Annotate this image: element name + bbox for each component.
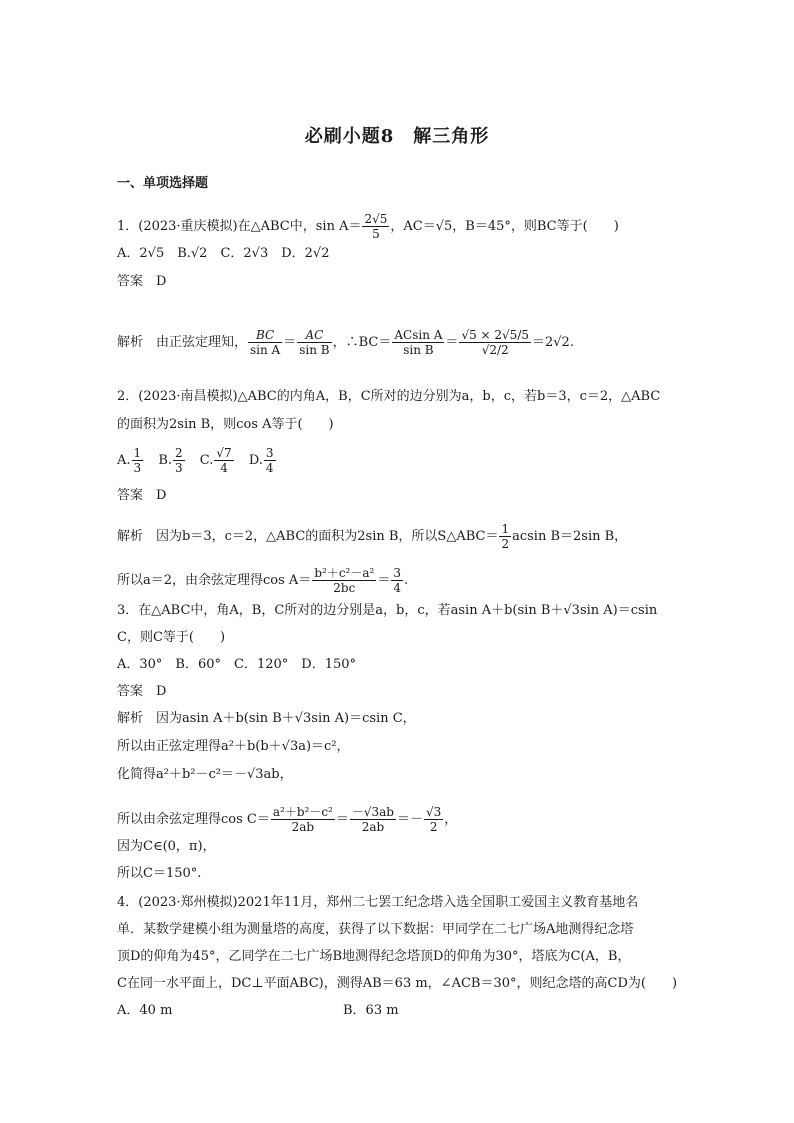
q3-a4-eq2: ＝－: [397, 812, 424, 827]
q4-option-b: B．63 m: [343, 1003, 399, 1018]
q2-opt-d-label: D.: [248, 453, 263, 468]
q3-a4-frac2: [350, 805, 396, 834]
q2-an2-eq: ＝: [377, 573, 391, 588]
q3-a4-f2-den: 2ab: [361, 820, 385, 834]
q3-analysis-4: [117, 805, 457, 834]
q3-a4-f3-num: √3: [426, 805, 442, 819]
q1-options: A．2√5 B.√2 C．2√3 D．2√2: [117, 246, 330, 261]
q1-therefore: ，∴BC＝: [332, 335, 392, 350]
q2-an2-num: b²＋c²－a²: [314, 566, 375, 580]
q2-option-d: [249, 446, 277, 475]
q1-stem: [117, 212, 619, 241]
q2-opt-a-frac: [132, 446, 144, 475]
q3-analysis-2: 所以由正弦定理得a²＋b(b＋√3a)＝c²，: [117, 739, 350, 754]
q2-opt-b-label: B.: [158, 453, 172, 468]
q1-frac-num: 2√5: [364, 212, 388, 226]
q2-an2-den: 2bc: [333, 581, 356, 595]
page-title: 必刷小题8 解三角形: [304, 126, 490, 147]
q3-a4-frac3: [424, 805, 443, 834]
q3-a4-f1-num: a²＋b²－c²: [272, 805, 333, 819]
q3-a4-frac1: [271, 805, 335, 834]
q1-frac-bc-den: sin A: [250, 343, 281, 357]
q2-opt-c-num: √7: [216, 446, 232, 460]
q2-analysis-1a: 解析 因为b＝3，c＝2，△ABC的面积为2sin B，所以S△ABC＝: [117, 529, 499, 544]
q3-a4-eq1: ＝: [335, 812, 349, 827]
q2-opt-c-den: 4: [220, 461, 228, 475]
q1-frac-den: 5: [372, 227, 380, 241]
q2-opt-c-frac: [214, 446, 233, 475]
q2-opt-a-den: 3: [133, 461, 142, 475]
q4-line2: 单．某数学建模小组为测量塔的高度，获得了以下数据：甲同学在二七广场A地测得纪念塔: [117, 922, 634, 937]
q1-eq: ＝: [283, 335, 297, 350]
q2-opt-d-den: 4: [265, 461, 274, 475]
q1-frac-3: [392, 328, 444, 357]
q1-frac-4-num: √5 × 2√5/5: [461, 328, 529, 342]
q1-stem-b: ，AC＝√5，B＝45°，则BC等于( ): [390, 219, 619, 234]
q1-frac-bc: [248, 328, 282, 357]
q2-opt-a-num: 1: [133, 446, 142, 460]
q3-analysis-1: 解析 因为asin A＋b(sin B＋√3sin A)＝csin C，: [117, 711, 416, 726]
q3-analysis-6: 所以C＝150°.: [117, 866, 202, 881]
q3-a4-f3-den: 2: [429, 820, 438, 834]
q1-frac-3-num: ACsin A: [394, 328, 443, 342]
q2-an3-den: 4: [393, 581, 401, 595]
q1-frac-bc-num: BC: [248, 328, 282, 343]
q2-opt-b-frac: [173, 446, 185, 475]
q2-answer: 答案 D: [117, 488, 167, 503]
q2-an2-frac: [312, 566, 376, 595]
q3-a4-end: ，: [444, 812, 458, 827]
section-heading: 一、单项选择题: [117, 176, 209, 191]
q1-frac-4-den: √2/2: [481, 343, 509, 357]
q2-stem-line1: 2．(2023·南昌模拟)△ABC的内角A，B，C所对的边分别为a，b，c，若b＝3，c＝2，△ABC: [117, 389, 661, 404]
q2-opt-a-label: A.: [117, 453, 131, 468]
q3-stem-line1: 3．在△ABC中，角A，B，C所对的边分别是a，b，c，若asin A＋b(sin B＋√3sin A)＝csin: [117, 603, 658, 618]
q2-an2-end: .: [403, 573, 409, 588]
q2-analysis-2a: 所以a＝2，由余弦定理得cos A＝: [117, 573, 312, 588]
q2-opt-b-num: 2: [175, 446, 183, 460]
q3-a4-f1-den: 2ab: [291, 820, 315, 834]
q2-an1-num: 1: [501, 522, 510, 536]
q2-option-c: [200, 446, 235, 475]
q1-frac-3-den: sin B: [403, 343, 434, 357]
q2-analysis-1b: acsin B＝2sin B，: [512, 529, 628, 544]
q2-stem-line2: 的面积为2sin B，则cos A等于( ): [117, 417, 334, 432]
q2-analysis-2: [117, 566, 408, 595]
q1-tail: ＝2√2.: [532, 335, 574, 350]
q1-frac-ac: [297, 328, 331, 357]
q1-eq2: ＝: [445, 335, 459, 350]
q3-analysis-3: 化简得a²＋b²－c²＝－√3ab，: [117, 767, 293, 782]
q4-option-a: A．40 m: [117, 1003, 173, 1018]
q2-opt-b-den: 3: [175, 461, 183, 475]
q2-opt-d-frac: [264, 446, 276, 475]
q2-an3-num: 3: [393, 566, 401, 580]
q1-frac-ac-num: AC: [297, 328, 331, 343]
q3-a4-f2-num: －√3ab: [351, 805, 394, 819]
q2-an1-frac: [499, 522, 511, 551]
q4-line1: 4．(2023·郑州模拟)2021年11月，郑州二七罢工纪念塔入选全国职工爱国主义教育基地名: [117, 895, 639, 910]
q2-option-b: [158, 446, 185, 475]
q2-an3-frac: [391, 566, 403, 595]
q3-a4-pre: 所以由余弦定理得cos C＝: [117, 812, 270, 827]
q1-frac-4: [459, 328, 531, 357]
q1-stem-a: 1．(2023·重庆模拟)在△ABC中，sin A＝: [117, 219, 362, 234]
q3-analysis-5: 因为C∈(0，π)，: [117, 839, 216, 854]
q1-frac-ac-den: sin B: [299, 343, 330, 357]
q3-stem-line2: C，则C等于( ): [117, 630, 226, 645]
q4-line4: C在同一水平面上，DC⊥平面ABC)，测得AB＝63 m，∠ACB＝30°，则纪念塔的高CD为( ): [117, 976, 678, 991]
q1-answer: 答案 D: [117, 274, 167, 289]
q1-analysis-label: 解析 由正弦定理知，: [117, 335, 248, 350]
q1-analysis: [117, 328, 574, 357]
q4-line3: 顶D的仰角为45°，乙同学在二七广场B地测得纪念塔顶D的仰角为30°，塔底为C(A，B，: [117, 949, 631, 964]
q1-fraction: [362, 212, 389, 241]
q2-opt-c-label: C.: [199, 453, 214, 468]
q2-opt-d-num: 3: [265, 446, 274, 460]
q2-option-a: [117, 446, 144, 475]
q2-an1-den: 2: [501, 537, 510, 551]
q3-answer: 答案 D: [117, 684, 167, 699]
q2-analysis-1: [117, 522, 627, 551]
q2-options: [117, 446, 287, 475]
q3-options: A．30° B．60° C．120° D．150°: [117, 657, 357, 672]
